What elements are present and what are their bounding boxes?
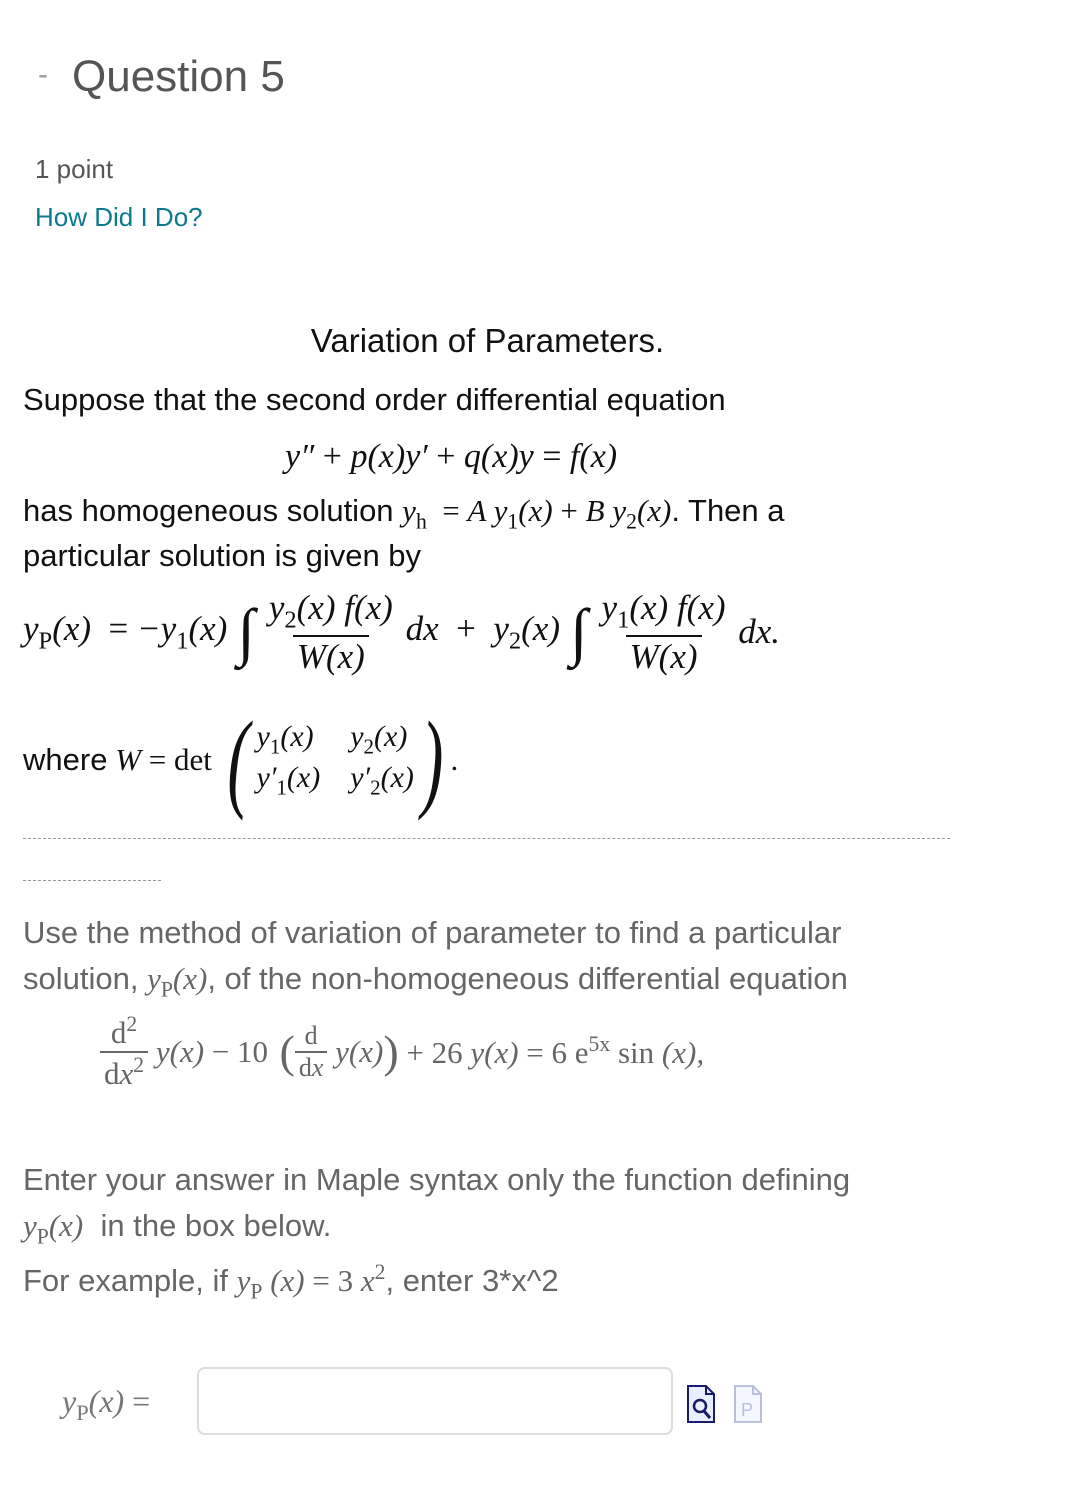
maple-syntax-icon[interactable] <box>733 1384 763 1424</box>
integral-sign: ∫ <box>237 596 255 668</box>
homogeneous-formula: $y_h = A$ $y_1(x) + B$ $y_2(x)$ <box>402 493 672 534</box>
homogeneous-text <box>23 493 1023 535</box>
divider <box>23 880 161 881</box>
intro-text: Suppose that the second order differential equation <box>23 382 726 417</box>
ode-general-equation: y″ + p(x)y′ + q(x)y = f(x) <box>285 438 618 475</box>
task-line-1: Use the method of variation of parameter to find a particular <box>23 915 842 950</box>
divider <box>23 838 950 839</box>
instruction-line-1: Enter your answer in Maple syntax only the function defining <box>23 1162 851 1197</box>
answer-input[interactable] <box>197 1367 673 1435</box>
ode-specific-equation: $\frac{d^2}{dx^2}$ y(x) − 10 ( $\frac{d}{dx}$ y(x) ) + 26 y(x) = 6 $e^{5x}$ sin (x), <box>100 1012 704 1092</box>
example-suffix: , enter 3*x^2 <box>385 1262 559 1298</box>
section-heading: Variation of Parameters. <box>310 322 665 359</box>
task-text: Use the method of variation of parameter to find a particular solution, $y_P(x)$, of the non-homogeneous differential equation <box>23 915 848 1002</box>
instruction-text: Enter your answer in Maple syntax only the function defining $y_P(x)$ in the box below. <box>23 1162 851 1249</box>
collapse-toggle[interactable]: - <box>38 58 48 91</box>
integral-sign: ∫ <box>570 596 588 668</box>
wronskian-matrix: ( $y_1(x)$ $y_2(x)$ $y'_1(x)$ $y'_2(x)$ ) . <box>227 699 459 821</box>
where-label: where <box>23 742 108 777</box>
example-text: For example, if $y_P$ (x) = 3 $x^2$, enter 3*x^2 <box>23 1260 559 1304</box>
homogeneous-suffix: . Then a <box>671 493 785 528</box>
example-prefix: For example, if <box>23 1262 229 1298</box>
particular-text: particular solution is given by <box>23 538 422 573</box>
wronskian-definition: where W = det ( $y_1(x)$ $y_2(x)$ $y'_1(x)$ $y'_2(x)$ ) . <box>23 699 459 821</box>
svg-text:P: P <box>741 1400 754 1420</box>
task-line-2-prefix: solution, <box>23 961 139 996</box>
particular-formula: $y_P(x) = -y_1(x)$ ∫ $\frac{y_2(x) f(x)}{W(x)}$ dx + $y_2(x)$ ∫ $\frac{y_1(x) f(x)}{W(x)}$ dx. <box>23 588 781 676</box>
homogeneous-prefix: has homogeneous solution <box>23 493 394 528</box>
preview-icon[interactable] <box>686 1384 716 1424</box>
instruction-line-2-suffix: in the box below. <box>100 1208 332 1243</box>
points-label: 1 point <box>35 154 114 184</box>
question-title: Question 5 <box>72 52 285 101</box>
task-line-2-suffix: , of the non-homogeneous differential equation <box>207 961 848 996</box>
how-did-i-do-link[interactable]: How Did I Do? <box>35 202 203 232</box>
answer-label: $y_P(x)$ = <box>62 1383 151 1425</box>
